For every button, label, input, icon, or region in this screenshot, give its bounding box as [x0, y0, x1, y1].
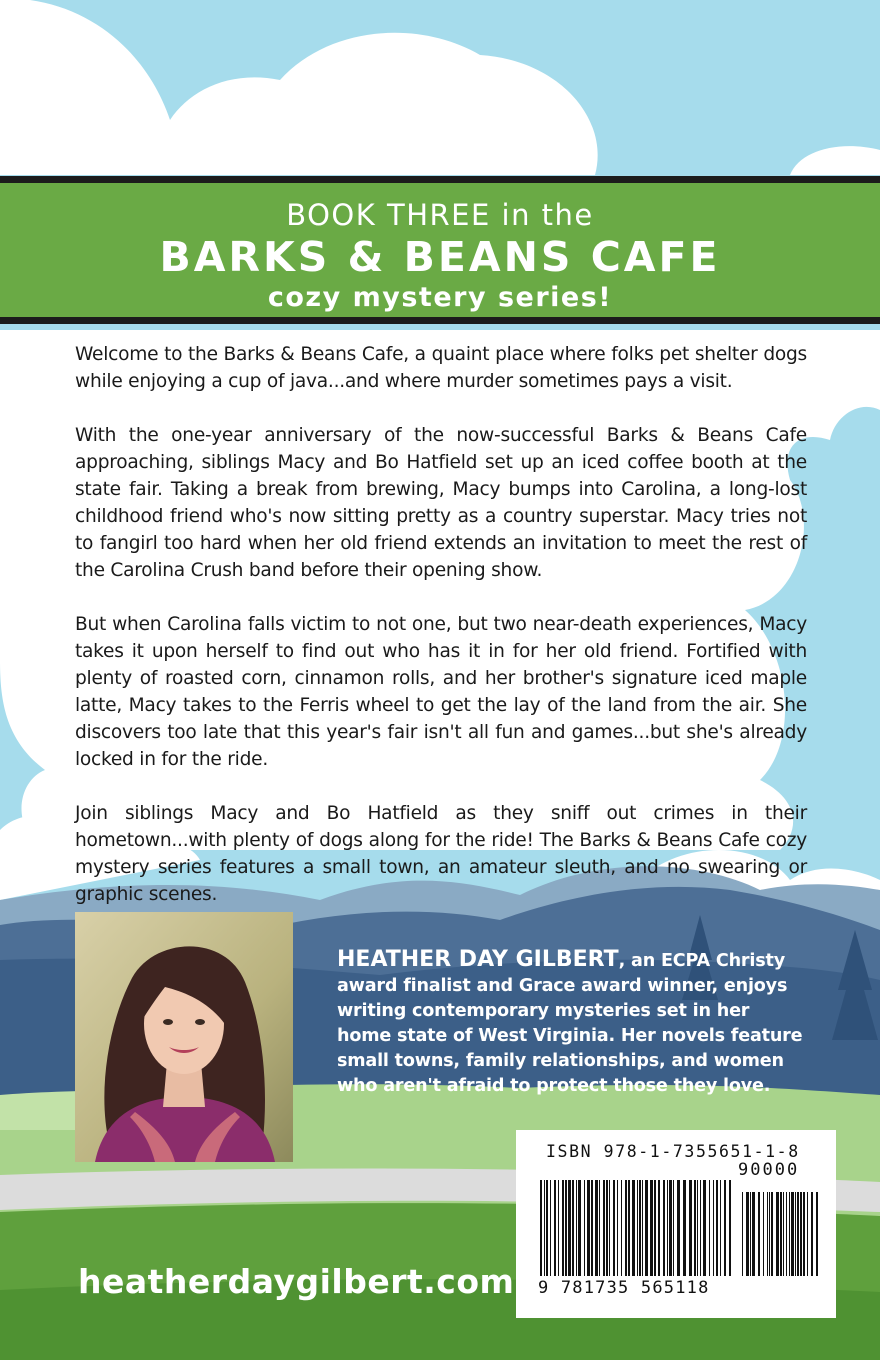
blurb-paragraph-3: But when Carolina falls victim to not one, but two near-death experiences, Macy takes it upon herself to find out who has it in for her old friend. Fortified with plenty of roasted corn, cinnamon rolls, and her brother's signature iced maple latte, Macy takes to the Ferris wheel to get the lay of the land from the air. She discovers too late that this year's fair isn't all fun and games...but she's already locked in for the ride.: [75, 614, 807, 770]
book-blurb: [75, 341, 807, 935]
author-bio: [337, 947, 807, 1099]
blurb-paragraph-2: With the one-year anniversary of the now-successful Barks & Beans Cafe approaching, siblings Macy and Bo Hatfield set up an iced coffee booth at the state fair. Taking a break from brewing, Macy bumps into Carolina, a long-lost childhood friend who's now sitting pretty as a country superstar. Macy tries not to fangirl too hard when her old friend extends an invitation to meet the rest of the Carolina Crush band before their opening show.: [75, 425, 807, 581]
author-photo: [75, 912, 293, 1162]
price-code: 90000: [738, 1160, 800, 1180]
author-website[interactable]: heatherdaygilbert.com: [78, 1262, 515, 1301]
ean-number: 9 781735 565118: [538, 1278, 710, 1298]
blurb-paragraph-4: Join siblings Macy and Bo Hatfield as they sniff out crimes in their hometown...with plenty of dogs along for the ride! The Barks & Beans Cafe cozy mystery series features a small town, an amateur sleuth, and no swearing or graphic scenes.: [75, 803, 807, 905]
isbn-barcode-panel: [516, 1130, 836, 1318]
author-name: HEATHER DAY GILBERT: [337, 947, 619, 972]
banner-book-number: BOOK THREE in the: [286, 198, 594, 232]
blurb-paragraph-1: Welcome to the Barks & Beans Cafe, a quaint place where folks pet shelter dogs while enjoying a cup of java...and where murder sometimes pays a visit.: [75, 344, 807, 392]
banner-series-subtitle: cozy mystery series!: [267, 282, 613, 313]
isbn-text: ISBN 978-1-7355651-1-8: [546, 1142, 800, 1161]
series-banner: [0, 176, 880, 324]
barcode-bars: [536, 1180, 826, 1280]
author-bio-text: , an ECPA Christy award finalist and Grace award winner, enjoys writing contemporary mysteries set in her home state of West Virginia. Her novels feature small towns, family relationships, and women who aren't afraid to protect those they love.: [337, 951, 803, 1096]
banner-series-title: BARKS & BEANS CAFE: [159, 233, 721, 281]
